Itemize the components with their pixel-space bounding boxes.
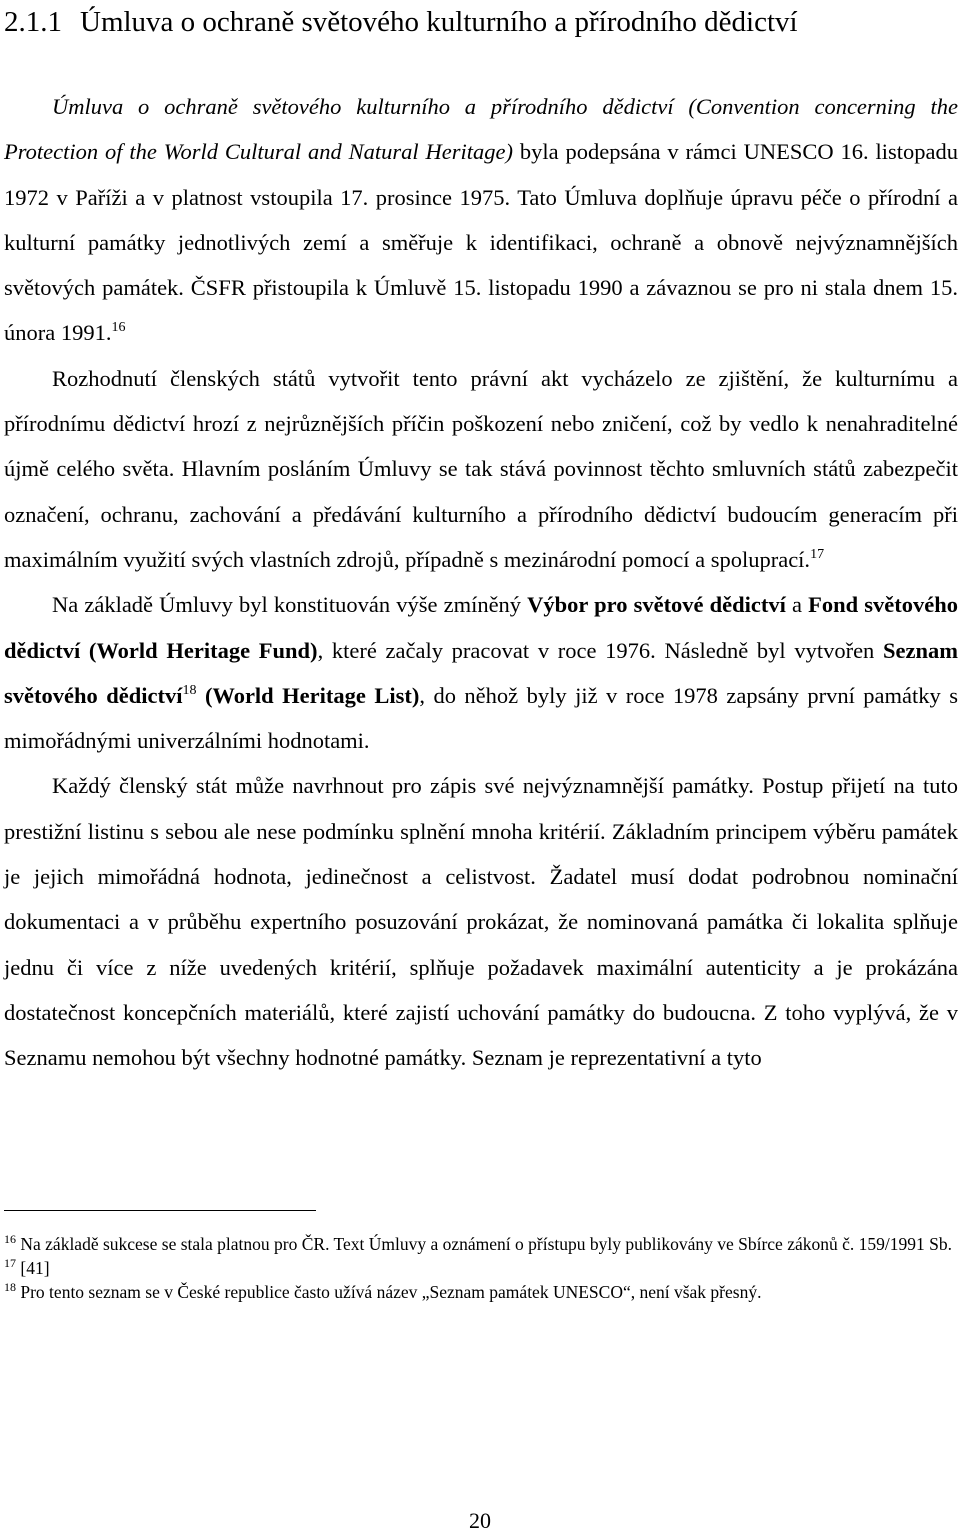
paragraph-3-text-3: , které začaly pracovat v roce 1976. Následně byl vytvořen <box>317 637 883 663</box>
footnote-text: [41] <box>20 1258 50 1278</box>
page-number: 20 <box>469 1508 491 1533</box>
footnote-separator <box>4 1210 316 1211</box>
footnote-ref-16[interactable]: 16 <box>111 320 126 336</box>
footnote-16 <box>4 1232 954 1256</box>
footnote-text: Na základě sukcese se stala platnou pro ČR. Text Úmluvy a oznámení o přístupu byly publikovány ve Sbírce zákonů č. 159/1991 Sb. <box>20 1234 952 1254</box>
footnotes <box>4 1232 954 1304</box>
footnote-number: 18 <box>4 1280 16 1294</box>
footnote-17 <box>4 1256 954 1280</box>
section-number: 2.1.1 <box>4 6 62 38</box>
paragraph-4 <box>4 763 958 1080</box>
paragraph-4-text: Každý členský stát může navrhnout pro zápis své nejvýznamnější památky. Postup přijetí na tuto prestižní listinu s sebou ale nese podmínku splnění mnoha kritérií. Základním principem výběru památek je jejich mimořádná hodnota, jedinečnost a celistvost. Žadatel musí dodat podrobnou nominační dokumentaci a v průběhu expertního posuzování prokázat, že nominovaná památka či lokalita splňuje jednu či více z níže uvedených kritérií, splňuje požadavek maximální autenticity a je prokázána dostatečnost koncepčních materiálů, které zajistí uchování památky do budoucna. Z toho vyplývá, že v Seznamu nemohou být všechny hodnotné památky. Seznam je reprezentativní a tyto <box>4 773 958 1071</box>
section-heading <box>4 2 954 42</box>
footnote-18 <box>4 1280 954 1304</box>
footnote-number: 17 <box>4 1256 16 1270</box>
paragraph-3-text-1: Na základě Úmluvy byl konstituován výše zmíněný <box>52 592 528 618</box>
section-title: Úmluva o ochraně světového kulturního a přírodního dědictví <box>80 6 798 38</box>
paragraph-3-text-4: , do něhož byly již v roce 1978 zapsány první památky s mimořádnými univerzálními hodnotami. <box>4 682 959 754</box>
footnote-ref-17[interactable]: 17 <box>810 546 825 562</box>
footnote-ref-18[interactable]: 18 <box>182 682 197 698</box>
paragraph-3-text-2: a <box>785 592 809 618</box>
paragraph-1 <box>4 84 958 356</box>
paragraph-1-text: byla podepsána v rámci UNESCO 16. listopadu 1972 v Paříži a v platnost vstoupila 17. prosince 1975. Tato Úmluva doplňuje úpravu péče o přírodní a kulturní památky jednotlivých zemí a směřuje k identifikaci, ochraně a obnově nejvýznamnějších světových památek. ČSFR přistoupila k Úmluvě 15. listopadu 1990 a závaznou se pro ni stala dnem 15. února 1991. <box>4 139 958 346</box>
footnote-number: 16 <box>4 1232 16 1246</box>
list-name: Seznam světového dědictví <box>4 637 958 708</box>
paragraph-2-text: Rozhodnutí členských států vytvořit tento právní akt vycházelo ze zjištění, že kulturnímu a přírodnímu dědictví hrozí z nejrůznějších příčin poškození nebo zničení, což by vedlo k nenahraditelné újmě celého světa. Hlavním posláním Úmluvy se tak stává povinnost těchto smluvních států zabezpečit označení, ochranu, zachování a předávání kulturního a přírodního dědictví budoucím generacím při maximálním využití svých vlastních zdrojů, případně s mezinárodní pomocí a spoluprací. <box>4 365 958 572</box>
footnote-text: Pro tento seznam se v České republice často užívá název „Seznam památek UNESCO“, není však přesný. <box>20 1282 762 1302</box>
paragraph-3 <box>4 582 958 763</box>
paragraph-3-space <box>196 683 204 708</box>
body-text <box>4 84 958 1081</box>
fund-name: Fond světového dědictví (World Heritage Fund) <box>4 592 958 663</box>
list-name-english: (World Heritage List) <box>204 682 420 708</box>
convention-title-italic: Úmluva o ochraně světového kulturního a přírodního dědictví (Convention concerning the Protection of the World Cultural and Natural Heritage) <box>4 94 958 165</box>
committee-name: Výbor pro světové dědictví <box>527 592 786 618</box>
paragraph-2 <box>4 356 958 582</box>
